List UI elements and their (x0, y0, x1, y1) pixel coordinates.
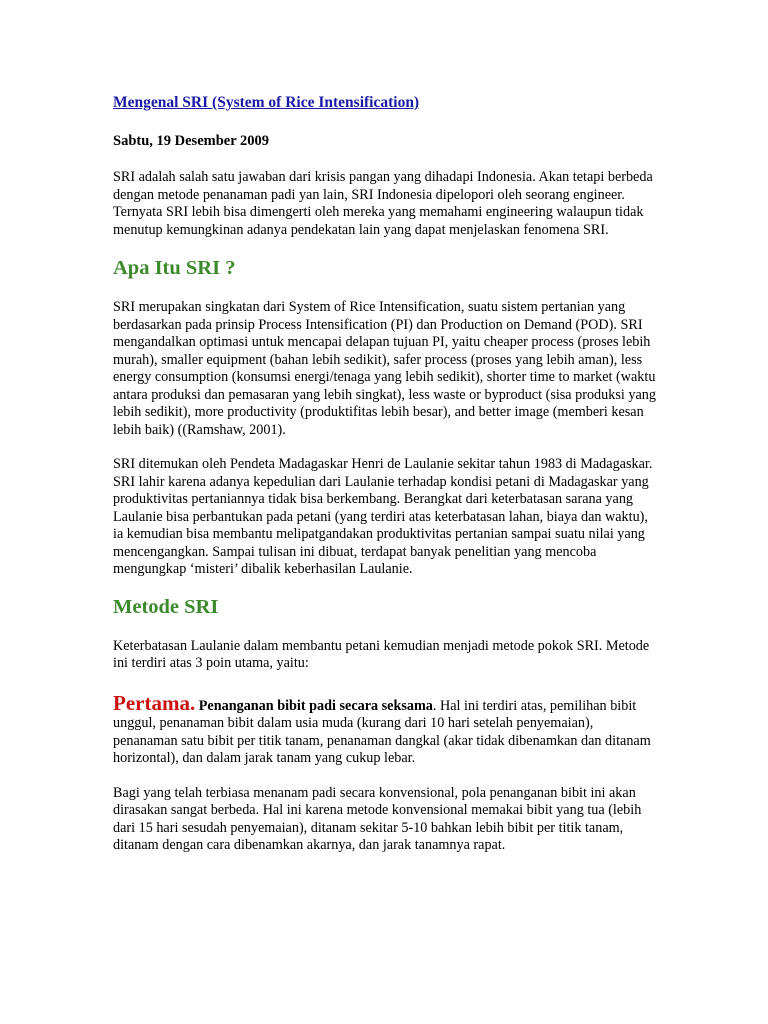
point-one-label: Pertama. (113, 690, 196, 715)
conventional-comparison-paragraph: Bagi yang telah terbiasa menanam padi secara konvensional, pola penanganan bibit ini akan dirasakan sangat berbeda. Hal ini karena metode konvensional memakai bibit yang tua (lebih dari 15 hari sesudah penyemaian), ditanam sekitar 5-10 bahkan lebih bibit per titik tanam, ditanam dengan cara dibenamkan akarnya, dan jarak tanamnya rapat. (113, 784, 642, 853)
intro-paragraph: SRI adalah salah satu jawaban dari krisis pangan yang dihadapi Indonesia. Akan tetapi berbeda dengan metode penanaman padi yan lain, SRI Indonesia dipelopori oleh seorang engineer. Ternyata SRI lebih bisa dimengerti oleh mereka yang memahami engineering walaupun tidak menutup kemungkinan adanya pendekatan lain yang dapat menjelaskan fenomena SRI. (113, 169, 653, 238)
point-one-text: . Hal ini terdiri atas, pemilihan bibit unggul, penanaman bibit dalam usia muda (kurang dari 10 hari setelah penyemaian), penanaman satu bibit per titik tanam, penanaman dangkal (akar tidak dibenamkan dan ditanam horizontal), dan dalam jarak tanam yang cukup lebar. (113, 697, 651, 766)
definition-paragraph: SRI merupakan singkatan dari System of Rice Intensification, suatu sistem pertanian yang berdasarkan pada prinsip Process Intensification (PI) dan Production on Demand (POD). SRI mengandalkan optimasi untuk mencapai delapan tujuan PI, yaitu cheaper process (proses lebih murah), smaller equipment (bahan lebih sedikit), safer process (proses yang lebih aman), less energy consumption (konsumsi energi/tenaga yang lebih sedikit), shorter time to market (waktu antara produksi dan pemasaran yang lebih singkat), less waste or byproduct (sisa produksi yang lebih sedikit), more productivity (produktifitas lebih besar), and better image (memberi kesan lebih baik) ((Ramshaw, 2001). (113, 299, 656, 438)
section-heading-metode-sri: Metode SRI (113, 595, 219, 618)
point-one-title: Penanganan bibit padi secara seksama (198, 697, 433, 714)
method-intro-paragraph: Keterbatasan Laulanie dalam membantu petani kemudian menjadi metode pokok SRI. Metode ini terdiri atas 3 poin utama, yaitu: (113, 637, 650, 671)
article-title-link[interactable]: Mengenal SRI (System of Rice Intensification) (113, 94, 420, 111)
point-one-paragraph (113, 690, 658, 768)
section-heading-apa-itu-sri: Apa Itu SRI ? (113, 257, 236, 279)
history-paragraph: SRI ditemukan oleh Pendeta Madagaskar Henri de Laulanie sekitar tahun 1983 di Madagaskar. SRI lahir karena adanya kepedulian dari Laulanie terhadap kondisi petani di Madagaskar yang produktivitas pertaniannya tidak bisa berkembang. Berangkat dari keterbatasan sarana yang Laulanie bisa perbantukan pada petani (yang terdiri atas keterbatasan lahan, biaya dan waktu), ia kemudian bisa membantu melipatgandakan produktivitas pertanian sampai suatu nilai yang mencengangkan. Sampai tulisan ini dibuat, terdapat banyak penelitian yang mencoba mengungkap ‘misteri’ dibalik keberhasilan Laulanie. (113, 456, 653, 577)
post-date: Sabtu, 19 Desember 2009 (113, 133, 270, 149)
document-page (113, 93, 658, 855)
